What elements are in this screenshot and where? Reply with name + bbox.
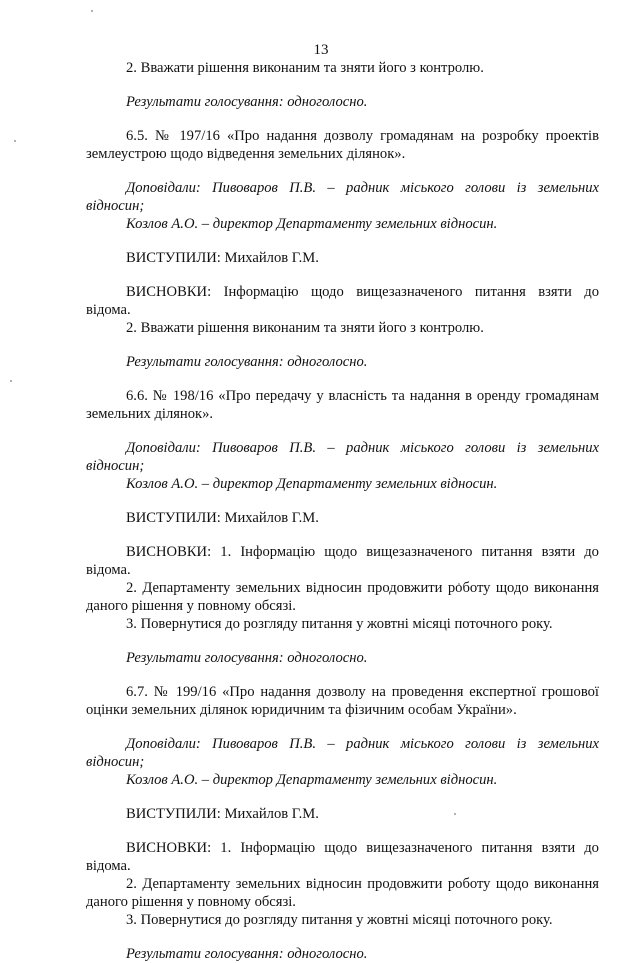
speakers-cont: відносин; (86, 754, 145, 770)
voting-results: Результати голосування: одноголосно. (126, 94, 368, 110)
spoke-label: ВИСТУПИЛИ: (126, 510, 221, 526)
speaker-2: Козлов А.О. – директор Департаменту земельних відносин. (126, 476, 498, 492)
conclusion-item-cont: даного рішення у повному обсязі. (86, 894, 296, 910)
agenda-item-title: 6.6. № 198/16 «Про передачу у власність та надання в оренду громадянам (126, 388, 599, 404)
conclusions-label: ВИСНОВКИ: (126, 284, 212, 300)
spoke-value: Михайлов Г.М. (224, 250, 319, 266)
conclusions (86, 543, 599, 561)
spoke-value: Михайлов Г.М. (224, 510, 319, 526)
speakers: Доповідали: Пивоваров П.В. – радник міського голови із земельних (126, 440, 599, 456)
conclusion-item: 1. Інформацію щодо вищезазначеного питання взяти до (220, 840, 599, 856)
agenda-item-title-cont: землеустрою щодо відведення земельних ділянок». (86, 146, 406, 162)
conclusion-item: 1. Інформацію щодо вищезазначеного питання взяти до (220, 544, 599, 560)
conclusion-item-cont: відома. (86, 302, 131, 318)
agenda-item-6-6 (86, 387, 599, 667)
conclusions-label: ВИСНОВКИ: (126, 840, 212, 856)
spoke-line (86, 509, 599, 527)
scan-speck (10, 380, 12, 382)
conclusion-item: 2. Вважати рішення виконаним та зняти його з контролю. (126, 60, 484, 76)
page-number: 13 (313, 42, 329, 58)
spoke-label: ВИСТУПИЛИ: (126, 250, 221, 266)
agenda-item-6-7 (86, 683, 599, 963)
conclusion-item: 3. Повернутися до розгляду питання у жовтні місяці поточного року. (126, 912, 553, 928)
agenda-item-title: 6.5. № 197/16 «Про надання дозволу громадянам на розробку проектів (126, 128, 599, 144)
speakers-cont: відносин; (86, 458, 145, 474)
voting-results: Результати голосування: одноголосно. (126, 946, 368, 962)
conclusion-item: 2. Департаменту земельних відносин продовжити роботу щодо виконання (126, 876, 599, 892)
conclusion-item-cont: відома. (86, 858, 131, 874)
scan-speck (91, 10, 93, 12)
conclusion-item-cont: відома. (86, 562, 131, 578)
conclusion-item: Інформацію щодо вищезазначеного питання взяти до (223, 284, 599, 300)
conclusions (86, 839, 599, 857)
speakers: Доповідали: Пивоваров П.В. – радник міського голови із земельних (126, 180, 599, 196)
speaker-2: Козлов А.О. – директор Департаменту земельних відносин. (126, 772, 498, 788)
spoke-line (86, 805, 599, 823)
agenda-item-title-cont: земельних ділянок». (86, 406, 214, 422)
speaker-2: Козлов А.О. – директор Департаменту земельних відносин. (126, 216, 498, 232)
voting-results: Результати голосування: одноголосно. (126, 354, 368, 370)
voting-results: Результати голосування: одноголосно. (126, 650, 368, 666)
conclusion-item-cont: даного рішення у повному обсязі. (86, 598, 296, 614)
conclusion-item: 2. Департаменту земельних відносин продовжити роботу щодо виконання (126, 580, 599, 596)
speakers: Доповідали: Пивоваров П.В. – радник міського голови із земельних (126, 736, 599, 752)
agenda-item-title-cont: оцінки земельних ділянок юридичним та фізичним особам України». (86, 702, 517, 718)
document-body (86, 59, 599, 963)
conclusion-item: 3. Повернутися до розгляду питання у жовтні місяці поточного року. (126, 616, 553, 632)
spoke-line (86, 249, 599, 267)
agenda-item-title: 6.7. № 199/16 «Про надання дозволу на проведення експертної грошової (126, 684, 599, 700)
spoke-value: Михайлов Г.М. (224, 806, 319, 822)
conclusions (86, 283, 599, 301)
scan-speck (14, 140, 16, 142)
agenda-item-6-5 (86, 127, 599, 371)
conclusions-label: ВИСНОВКИ: (126, 544, 212, 560)
conclusion-item: 2. Вважати рішення виконаним та зняти його з контролю. (126, 320, 484, 336)
spoke-label: ВИСТУПИЛИ: (126, 806, 221, 822)
speakers-cont: відносин; (86, 198, 145, 214)
